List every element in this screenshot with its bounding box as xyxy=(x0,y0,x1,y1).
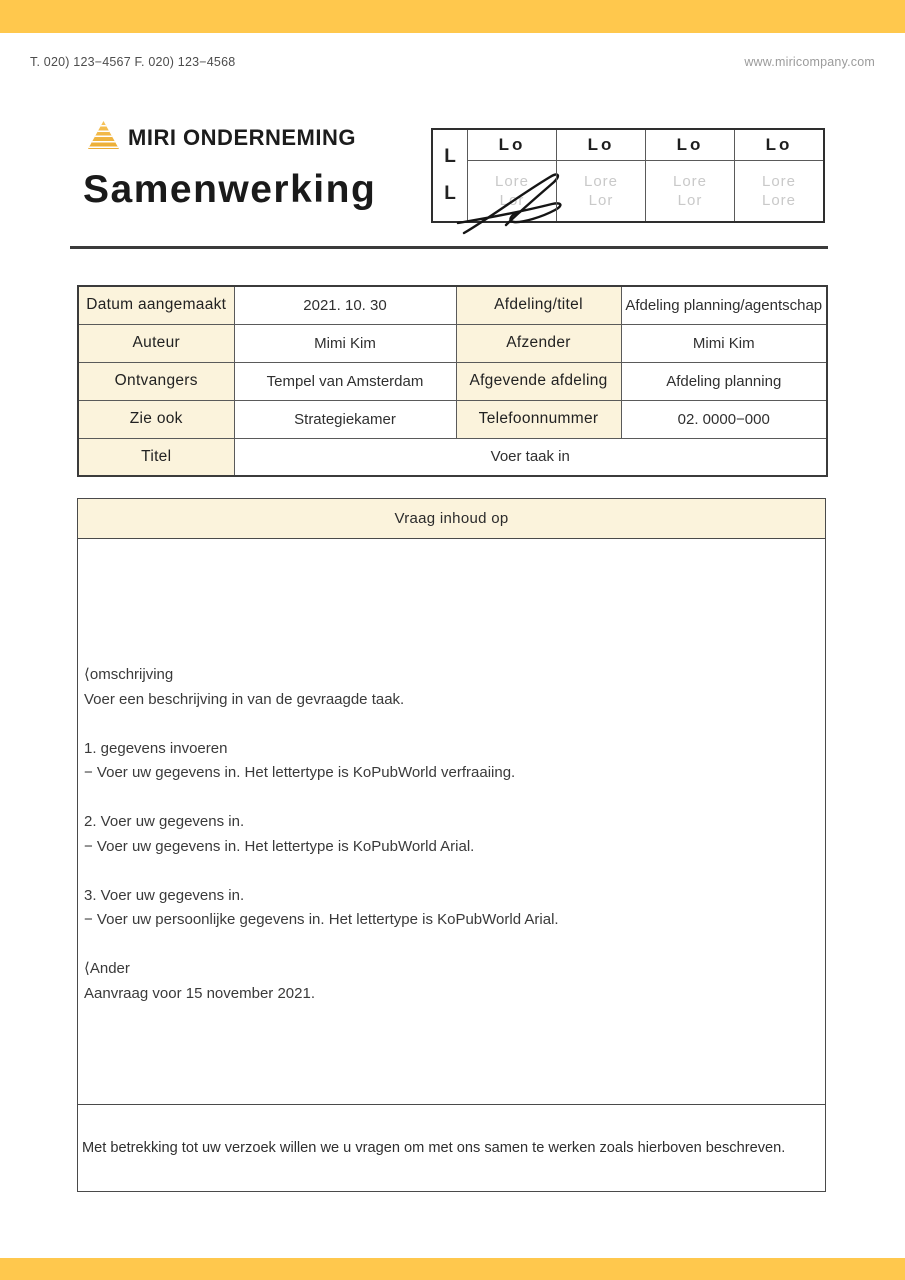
request-section-header: Vraag inhoud op xyxy=(78,499,825,539)
info-value-afgevende-afdeling: Afdeling planning xyxy=(621,362,827,400)
request-body xyxy=(78,539,825,1105)
body-line xyxy=(84,859,819,884)
approval-stamp-cell xyxy=(557,161,645,221)
stamp-placeholder-line: Lore xyxy=(761,192,797,209)
info-label-titel: Titel xyxy=(78,438,234,476)
table-row xyxy=(78,286,827,324)
document-title: Samenwerking xyxy=(83,168,377,211)
pyramid-logo-icon xyxy=(88,121,119,149)
info-value-datum: 2021. 10. 30 xyxy=(234,286,456,324)
approval-column-header: Lo xyxy=(735,130,823,161)
approval-side-label xyxy=(433,130,468,221)
stamp-placeholder-line: Lor xyxy=(499,192,525,209)
info-value-ontvangers: Tempel van Amsterdam xyxy=(234,362,456,400)
body-line: Aanvraag voor 15 november 2021. xyxy=(84,984,315,1002)
stamp-placeholder-line: Lor xyxy=(677,192,703,209)
info-label-afdeling-titel: Afdeling/titel xyxy=(456,286,621,324)
stamp-placeholder-line: Lore xyxy=(494,173,530,190)
approval-stamp-cell xyxy=(646,161,734,221)
stamp-placeholder-line: Lor xyxy=(588,192,614,209)
info-label-ontvangers: Ontvangers xyxy=(78,362,234,400)
table-row xyxy=(78,438,827,476)
stamp-placeholder-line: Lore xyxy=(672,173,708,190)
approval-column-header: Lo xyxy=(468,130,556,161)
info-value-afdeling-titel: Afdeling planning/agentschap xyxy=(621,286,827,324)
body-line: Voer een beschrijving in van de gevraagde taak. xyxy=(84,690,405,708)
info-value-telefoonnummer: 02. 0000−000 xyxy=(621,400,827,438)
approval-column xyxy=(556,130,645,221)
stamp-placeholder-line: Lore xyxy=(761,173,797,190)
closing-note: Met betrekking tot uw verzoek willen we u vragen om met ons samen te werken zoals hierboven beschreven. xyxy=(82,1140,786,1156)
body-line: 3. Voer uw gegevens in. xyxy=(84,886,245,904)
body-line: ⟨omschrijving xyxy=(84,666,174,683)
approval-side-label-bottom: L xyxy=(444,183,456,205)
header-divider xyxy=(70,246,828,249)
company-name: MIRI ONDERNEMING xyxy=(128,125,356,150)
info-label-zie-ook: Zie ook xyxy=(78,400,234,438)
info-label-auteur: Auteur xyxy=(78,324,234,362)
info-value-afzender: Mimi Kim xyxy=(621,324,827,362)
body-line: − Voer uw gegevens in. Het lettertype is KoPubWorld verfraaiing. xyxy=(84,764,516,781)
approval-column xyxy=(468,130,556,221)
body-line xyxy=(84,933,819,958)
body-line xyxy=(84,712,819,737)
bottom-accent-bar xyxy=(0,1258,905,1280)
approval-stamp-cell xyxy=(468,161,556,221)
body-line: 1. gegevens invoeren xyxy=(84,739,228,757)
info-value-titel: Voer taak in xyxy=(234,438,827,476)
approval-column xyxy=(645,130,734,221)
table-row xyxy=(78,400,827,438)
approval-side-label-top: L xyxy=(444,145,456,167)
document-info-table xyxy=(77,285,828,477)
info-label-telefoonnummer: Telefoonnummer xyxy=(456,400,621,438)
table-row xyxy=(78,324,827,362)
body-line: − Voer uw gegevens in. Het lettertype is KoPubWorld Arial. xyxy=(84,837,475,855)
approval-column xyxy=(734,130,823,221)
approval-column-header: Lo xyxy=(557,130,645,161)
stamp-placeholder-line: Lore xyxy=(583,173,619,190)
body-line: 2. Voer uw gegevens in. xyxy=(84,813,245,830)
table-row xyxy=(78,362,827,400)
info-value-zie-ook: Strategiekamer xyxy=(234,400,456,438)
body-line xyxy=(84,786,819,811)
request-content-section xyxy=(77,498,826,1192)
info-value-auteur: Mimi Kim xyxy=(234,324,456,362)
body-line: − Voer uw persoonlijke gegevens in. Het lettertype is KoPubWorld Arial. xyxy=(84,911,559,928)
info-label-afgevende-afdeling: Afgevende afdeling xyxy=(456,362,621,400)
info-label-afzender: Afzender xyxy=(456,324,621,362)
top-accent-bar xyxy=(0,0,905,33)
body-line: ⟨Ander xyxy=(84,960,130,977)
website-text: www.miricompany.com xyxy=(744,55,875,69)
approval-stamp-cell xyxy=(735,161,823,221)
info-label-datum: Datum aangemaakt xyxy=(78,286,234,324)
phone-fax-text: T. 020) 123−4567 F. 020) 123−4568 xyxy=(30,55,236,69)
approval-column-header: Lo xyxy=(646,130,734,161)
approval-stamp-table xyxy=(431,128,825,223)
